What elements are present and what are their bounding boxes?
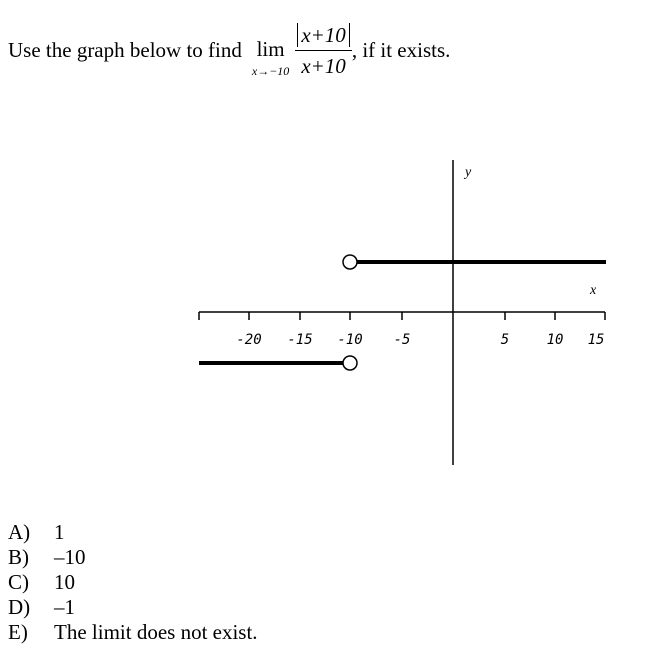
choice-a[interactable] xyxy=(8,520,258,545)
numerator-abs: x+10 xyxy=(297,23,350,47)
tick-label: -5 xyxy=(393,332,411,348)
choice-letter: A) xyxy=(8,520,31,544)
tick-label: -15 xyxy=(287,332,313,348)
tick-label: -20 xyxy=(236,332,262,348)
open-circle-lower xyxy=(343,356,357,370)
choice-e[interactable] xyxy=(8,620,258,645)
choice-letter: B) xyxy=(8,545,29,569)
choice-letter: D) xyxy=(8,595,31,619)
choice-c[interactable] xyxy=(8,570,258,595)
choice-text: –1 xyxy=(54,595,75,619)
x-axis-label: x xyxy=(590,283,597,298)
choice-text: The limit does not exist. xyxy=(54,620,258,644)
open-circle-upper xyxy=(343,255,357,269)
tick-label: 5 xyxy=(500,332,510,348)
choice-text: 1 xyxy=(54,520,65,544)
answer-choices xyxy=(8,520,258,645)
tick-label: 15 xyxy=(587,332,605,348)
choice-letter: C) xyxy=(8,570,29,594)
denominator: x+10 xyxy=(301,54,346,78)
choice-d[interactable] xyxy=(8,595,258,620)
choice-letter: E) xyxy=(8,620,28,644)
lim-subscript: x→−10 xyxy=(251,64,290,78)
choice-text: –10 xyxy=(54,545,86,569)
tick-label: -10 xyxy=(337,332,363,348)
lim-word: lim xyxy=(256,37,285,61)
question-suffix: , if it exists. xyxy=(351,38,451,62)
tick-label: 10 xyxy=(546,332,564,348)
y-axis-label: y xyxy=(465,165,472,180)
choice-text: 10 xyxy=(54,570,75,594)
choice-b[interactable] xyxy=(8,545,258,570)
question-prefix: Use the graph below to find xyxy=(8,38,242,62)
